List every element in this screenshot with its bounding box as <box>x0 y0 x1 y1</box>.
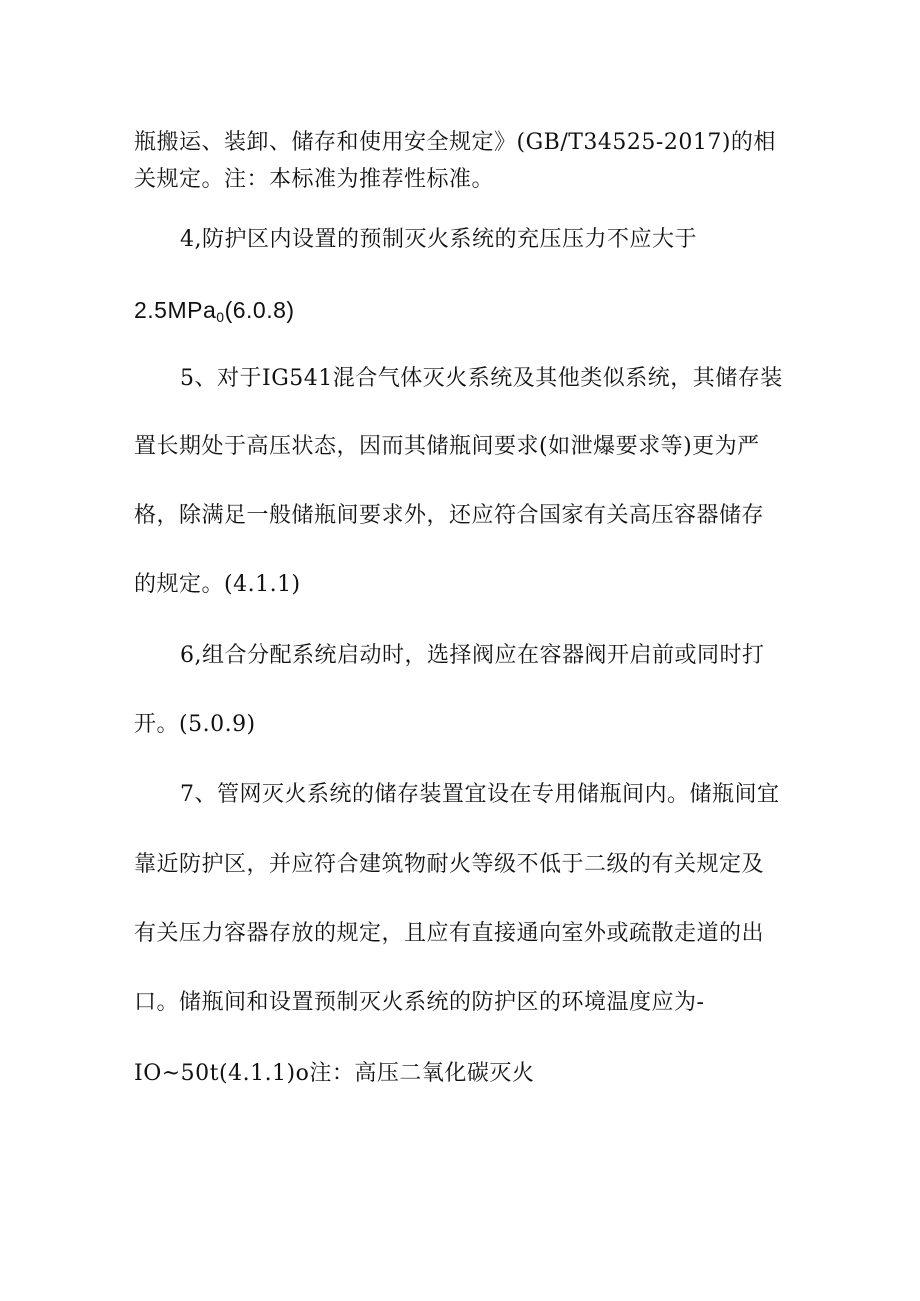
paragraph-6-line-1: 6,组合分配系统启动时，选择阀应在容器阀开启前或同时打 <box>180 643 765 668</box>
paragraph-7-line-4: 口。储瓶间和设置预制灭火系统的防护区的环境温度应为- <box>134 990 705 1015</box>
pressure-subscript: 0 <box>216 309 225 325</box>
paragraph-5-line-4: 的规定。(4.1.1) <box>134 572 301 597</box>
clause-reference: (6.0.8) <box>224 297 295 323</box>
paragraph-5-line-1: 5、对于IG541混合气体灭火系统及其他类似系统，其储存装 <box>180 366 783 391</box>
paragraph-4-line-2 <box>134 295 295 325</box>
paragraph-5-line-3: 格，除满足一般储瓶间要求外，还应符合国家有关高压容器储存 <box>134 503 765 528</box>
text-line-2: 关规定。注：本标准为推荐性标准。 <box>134 167 495 192</box>
pressure-value: 2.5MPa <box>134 297 217 323</box>
paragraph-7-line-3: 有关压力容器存放的规定，且应有直接通向室外或疏散走道的出 <box>134 921 765 946</box>
paragraph-4-line-1: 4,防护区内设置的预制灭火系统的充压压力不应大于 <box>180 227 697 252</box>
paragraph-6-line-2: 开。(5.0.9) <box>134 712 256 737</box>
paragraph-5-line-2: 置长期处于高压状态，因而其储瓶间要求(如泄爆要求等)更为严 <box>134 434 760 459</box>
text-line-1: 瓶搬运、装卸、储存和使用安全规定》(GB/T34525-2017)的相 <box>134 130 776 155</box>
paragraph-7-line-1: 7、管网灭火系统的储存装置宜设在专用储瓶间内。储瓶间宜 <box>180 782 780 807</box>
paragraph-7-line-5: IO~50t(4.1.1)o注：高压二氧化碳灭火 <box>134 1061 535 1086</box>
paragraph-7-line-2: 靠近防护区，并应符合建筑物耐火等级不低于二级的有关规定及 <box>134 852 765 877</box>
